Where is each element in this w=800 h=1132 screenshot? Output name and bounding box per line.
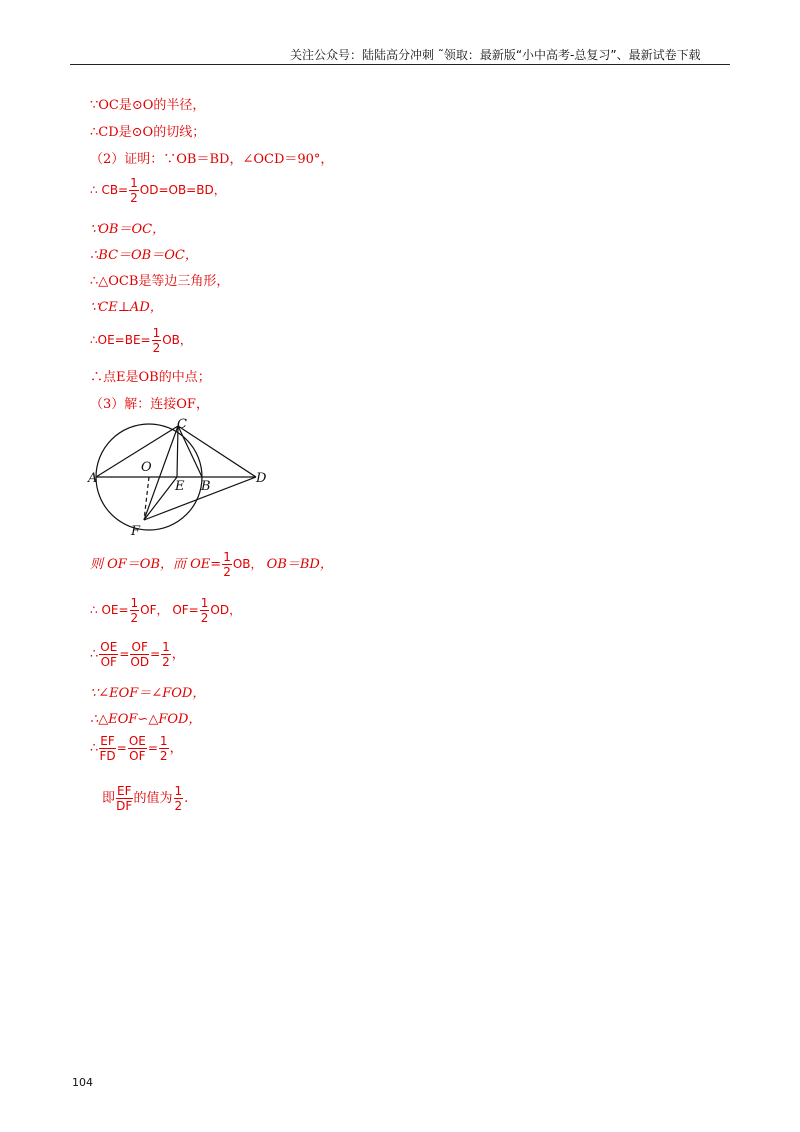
fraction-denominator: OF (100, 655, 117, 669)
line-13-b: OF， OF= (140, 603, 199, 617)
line-10: ∴点E是OB的中点； (90, 370, 211, 385)
label-d: D (256, 471, 267, 486)
equals-sign: = (119, 647, 130, 661)
line-12-a: 则 OF＝OB，而 OE= (90, 557, 222, 572)
page-number: 104 (72, 1076, 93, 1089)
fraction-denominator: 2 (152, 341, 161, 355)
label-o: O (141, 460, 152, 475)
fraction-ef-df (116, 784, 132, 813)
fraction-oe-of (128, 734, 147, 763)
fraction-denominator: 2 (130, 611, 139, 625)
line-12-c: OB＝BD， (266, 557, 333, 572)
segment-ce (177, 426, 178, 477)
geometry-figure (86, 416, 276, 542)
line-12-b: OB， (232, 557, 263, 571)
line-18-a: 即 (102, 791, 116, 806)
fraction-numerator: OE (100, 640, 118, 654)
line-18-b: 的值为 (133, 791, 173, 806)
fraction-numerator: 1 (223, 550, 231, 564)
segment-ac (96, 426, 178, 477)
fraction-half (129, 176, 139, 205)
fraction-numerator: EF (100, 734, 115, 748)
line-14-therefore: ∴ (90, 647, 99, 662)
fraction-numerator: 1 (159, 734, 168, 748)
fraction-denominator: FD (99, 749, 116, 763)
line-13-c: OD， (210, 603, 242, 617)
equals-sign: = (150, 647, 161, 661)
line-6: ∴BC＝OB＝OC， (90, 248, 198, 263)
line-13 (90, 596, 241, 625)
fraction-half (130, 596, 140, 625)
fraction-denominator: 2 (200, 611, 209, 625)
fraction-half (200, 596, 210, 625)
line-12 (90, 550, 333, 579)
line-13-a: ∴ OE= (90, 603, 129, 617)
line-4-pre: ∴ CB= (90, 183, 129, 197)
fraction-denominator: 2 (223, 565, 231, 579)
line-2: ∴CD是⊙O的切线； (90, 125, 206, 140)
line-11: （3）解：连接OF， (90, 397, 209, 412)
label-b: B (201, 479, 211, 494)
line-9-pre: ∴OE=BE= (90, 333, 151, 347)
line-8: ∵CE⊥AD， (90, 300, 163, 315)
fraction-denominator: OF (129, 749, 146, 763)
line-7: ∴△OCB是等边三角形， (90, 274, 230, 289)
fraction-half (174, 784, 184, 813)
fraction-half (159, 734, 169, 763)
line-4-post: OD=OB=BD， (139, 183, 226, 197)
fraction-denominator: OD (130, 655, 150, 669)
fraction-numerator: EF (117, 784, 132, 798)
fraction-denominator: 2 (162, 655, 170, 669)
fraction-half (161, 640, 171, 669)
line-14-end: ， (171, 647, 185, 662)
fraction-numerator: 1 (200, 596, 209, 610)
fraction-numerator: OE (128, 734, 146, 748)
fraction-half (152, 326, 162, 355)
label-c: C (177, 417, 187, 432)
fraction-denominator: 2 (174, 799, 183, 813)
label-e: E (175, 479, 185, 494)
line-3: （2）证明：∵OB＝BD，∠OCD＝90°， (90, 152, 334, 167)
line-16: ∴△EOF∽△FOD， (90, 712, 202, 727)
fraction-numerator: 1 (152, 326, 161, 340)
line-9 (90, 326, 192, 355)
line-4 (90, 176, 226, 205)
line-17 (90, 734, 183, 763)
fraction-numerator: OF (131, 640, 148, 654)
line-17-end: ， (169, 741, 183, 756)
fraction-denominator: 2 (130, 191, 138, 205)
fraction-numerator: 1 (174, 784, 183, 798)
fraction-denominator: 2 (159, 749, 168, 763)
label-a: A (88, 471, 98, 486)
fraction-ef-fd (99, 734, 115, 763)
fraction-half (222, 550, 232, 579)
page-header: 关注公众号：陆陆高分冲刺 ˜领取：最新版“小中高考-总复习”、最新试卷下载 (290, 48, 701, 62)
line-18 (102, 784, 188, 813)
fraction-of-od (130, 640, 149, 669)
label-f: F (131, 524, 141, 539)
header-divider (70, 64, 730, 65)
fraction-numerator: 1 (130, 596, 139, 610)
line-14 (90, 640, 185, 669)
line-15: ∵∠EOF＝∠FOD， (90, 686, 206, 701)
line-18-end: . (184, 791, 189, 806)
line-9-post: OB， (162, 333, 192, 347)
fraction-oe-of (99, 640, 118, 669)
equals-sign: = (116, 741, 127, 755)
fraction-denominator: DF (116, 799, 133, 813)
line-5: ∵OB＝OC， (90, 222, 166, 237)
equals-sign: = (147, 741, 158, 755)
line-17-therefore: ∴ (90, 741, 99, 756)
fraction-numerator: 1 (162, 640, 170, 654)
line-1: ∵OC是⊙O的半径， (90, 98, 206, 113)
fraction-numerator: 1 (130, 176, 138, 190)
